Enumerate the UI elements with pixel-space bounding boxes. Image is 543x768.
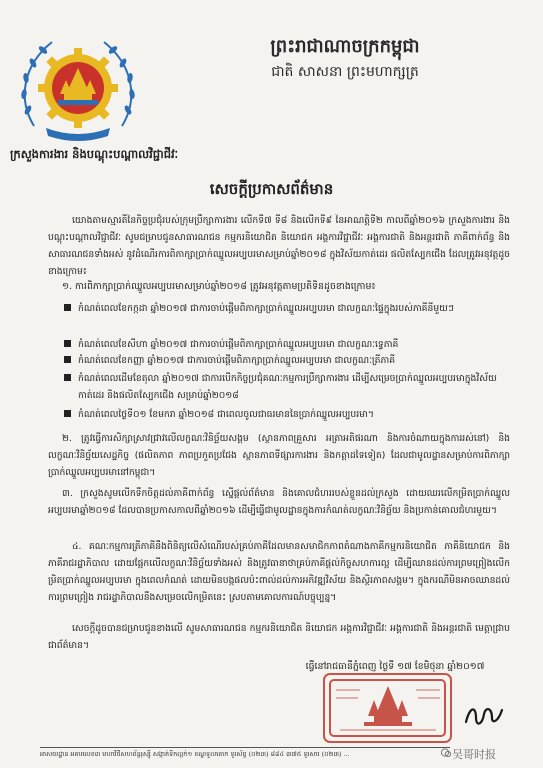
list-item-text: កំណត់ពេលខែសីហា ឆ្នាំ២០១៧ ជាការចាប់ផ្តើមពិភាក្សាប្រាក់ឈ្នួលអប្បបរមា ជាលក្ខណៈទ្វេភាគី — [78, 339, 399, 350]
list-item — [64, 352, 506, 369]
bullet-icon — [64, 374, 71, 381]
date-line: ធ្វើនៅរាជធានីភ្នំពេញ ថ្ងៃទី ១៧ ខែមិថុនា ឆ្នាំ២០១៧ — [305, 661, 485, 672]
section-4-paragraph: ៤. គណៈកម្មការត្រីភាគីនឹងពិនិត្យលើសំណើរបស់គ្រប់ភាគីដែលមានសមាជិកភាពតំណាងភាគីកម្មករនិយោជិត ភាគីនិយោជក និងភាគីរាជរដ្ឋាភិបាល ដោយផ្អែកលើលក្ខណៈវិនិច្ឆ័យទាំងអស់ និងត្រូវធានាថាគ្រប់ភាគីផ្តល់កិច្ចសហការល្អ ដើម្បីឈានដល់ការព្រមព្រៀងលើកម្រិតប្រាក់ឈ្នួលអប្បបរមា ក្នុងពេលកំណត់ ដោយមិនបង្កផលប៉ះពាល់ដល់ការអភិវឌ្ឍវិស័យ និងស្ថិរភាពសង្គម។ ក្នុងករណីមិនអាចឈានដល់ការព្រមព្រៀង រាជរដ្ឋាភិបាលនឹងសម្រេចលើកម្រិតនេះ ស្របតាមគោលការណ៍បច្ចុប្បន្ន។ — [48, 541, 510, 603]
list-item — [64, 300, 506, 317]
closing-paragraph: សេចក្តីដូចបានជម្រាបជូនខាងលើ សូមសាធារណជន កម្មករនិយោជិត និយោជក អង្គការវិជ្ជាជីវៈ អង្គការជាតិ និងអន្តរជាតិ មេត្តាជ្រាបជាព័ត៌មាន។ — [48, 623, 510, 651]
official-stamp-icon — [320, 670, 455, 746]
footer-address: អាសយដ្ឋាន អគារលេខ៣ មហាវិថីសហព័ន្ធរុស្ស៊ី សង្កាត់ទឹកល្អក់១ ខណ្ឌទួលគោក ទូរស័ព្ទ (០២៣) ៨៨៤ ៣៧៥ ទូរសារ (០២៣) ... — [40, 750, 350, 758]
kingdom-heading: ព្រះរាជាណាចក្រកម្ពុជា — [270, 36, 420, 57]
list-item — [64, 370, 506, 404]
ministry-name: ក្រសួងការងារ និងបណ្តុះបណ្តាលវិជ្ជាជីវៈ — [10, 147, 179, 161]
list-item-text: កំណត់ពេលដើមខែតុលា ឆ្នាំ២០១៧ ជាការបើកកិច្ចប្រជុំគណៈកម្មការប្រឹក្សាការងារ ដើម្បីសម្រេចប្រាក់ឈ្នួលអប្បបរមាក្នុងវិស័យកាត់ដេរ និងផលិតស្បែកជើង សម្រាប់ឆ្នាំ២០១៨ — [78, 373, 497, 401]
document-title: សេចក្តីប្រកាសព័ត៌មាន — [209, 180, 334, 198]
bullet-icon — [64, 340, 71, 347]
bullet-icon — [64, 410, 71, 417]
bullet-icon — [64, 356, 71, 363]
list-item-text: កំណត់ពេលថ្ងៃទី០១ ខែមករា ឆ្នាំ២០១៨ ជាពេលចូលជាធរមាននៃប្រាក់ឈ្នួលអប្បបរមា។ — [78, 409, 374, 420]
section-1-heading: ១. ការពិភាក្សាប្រាក់ឈ្នួលអប្បបរមាសម្រាប់ឆ្នាំ២០១៨ ត្រូវអនុវត្តតាមប្រតិទិនដូចខាងក្រោម៖ — [62, 281, 376, 292]
section-3-paragraph: ៣. ក្រសួងសូមលើកទឹកចិត្តដល់ភាគីពាក់ព័ន្ធ ស្នើផ្តល់ព័ត៌មាន និងគោលជំហររបស់ខ្លួនដល់ក្រសួង ដោយឈរលើកម្រិតប្រាក់ឈ្នួលអប្បបរមាឆ្នាំ២០១៨ ដែលបានប្រកាសកាលពីឆ្នាំ២០១៦ ដើម្បីធ្វើជាមូលដ្ឋានក្នុងការកំណត់លក្ខណៈវិនិច្ឆ័យ និងប្រកាន់គោលជំហរមួយ។ — [48, 488, 510, 516]
list-item — [64, 406, 506, 423]
watermark-text: 吴哥时报 — [452, 748, 496, 761]
section-2-paragraph: ២. ត្រូវធ្វើការសិក្សាស្រាវជ្រាវលើលក្ខណៈវិនិច្ឆ័យសង្គម (ស្ថានភាពគ្រួសារ អត្រាអតិផរណា និងការចំណាយក្នុងការរស់នៅ) និងលក្ខណៈវិនិច្ឆ័យសេដ្ឋកិច្ច (ផលិតភាព ភាពប្រកួតប្រជែង ស្ថានភាពទីផ្សារការងារ និងកត្តាដទៃទៀត) ដែលជាមូលដ្ឋានសម្រាប់ការពិភាក្សាប្រាក់ឈ្នួលអប្បបរមានៅកម្ពុជា។ — [48, 433, 510, 478]
list-item-text: កំណត់ពេលខែកក្កដា ឆ្នាំ២០១៧ ជាការចាប់ផ្តើមពិភាក្សាប្រាក់ឈ្នួលអប្បបរមា ជាលក្ខណៈផ្ទៃក្នុងរបស់ភាគីនីមួយៗ — [78, 303, 454, 314]
bullet-icon — [64, 304, 71, 311]
signature-icon — [462, 700, 507, 730]
intro-paragraph: យោងតាមស្មារតីនៃកិច្ចប្រជុំរបស់ក្រុមប្រឹក្សាការងារ លើកទី៧ ទី៨ និងលើកទី៩ នៃអាណត្តិទី២ កាលពីឆ្នាំ២០១៦ ក្រសួងការងារ និងបណ្តុះបណ្តាលវិជ្ជាជីវៈ សូមជម្រាបជូនសាធារណជន កម្មករនិយោជិត និយោជក អង្គការវិជ្ជាជីវៈ អង្គការជាតិ និងអន្តរជាតិ ភាគីពាក់ព័ន្ធ និងសាធារណជនទាំងអស់ នូវដំណើរការពិភាក្សាប្រាក់ឈ្នួលអប្បបរមាសម្រាប់ឆ្នាំ២០១៨ ក្នុងវិស័យកាត់ដេរ ផលិតស្បែកជើង ដែលត្រូវអនុវត្តដូចខាងក្រោម៖ — [48, 215, 510, 277]
wechat-icon — [441, 748, 451, 758]
footer-divider — [40, 747, 450, 748]
list-item-text: កំណត់ពេលខែកញ្ញា ឆ្នាំ២០១៧ ជាការចាប់ផ្តើមពិភាក្សាប្រាក់ឈ្នួលអប្បបរមា ជាលក្ខណៈត្រីភាគី — [78, 355, 396, 366]
list-item — [64, 336, 506, 353]
national-motto: ជាតិ សាសនា ព្រះមហាក្សត្រ — [271, 64, 419, 80]
ministry-emblem-icon — [12, 28, 144, 146]
